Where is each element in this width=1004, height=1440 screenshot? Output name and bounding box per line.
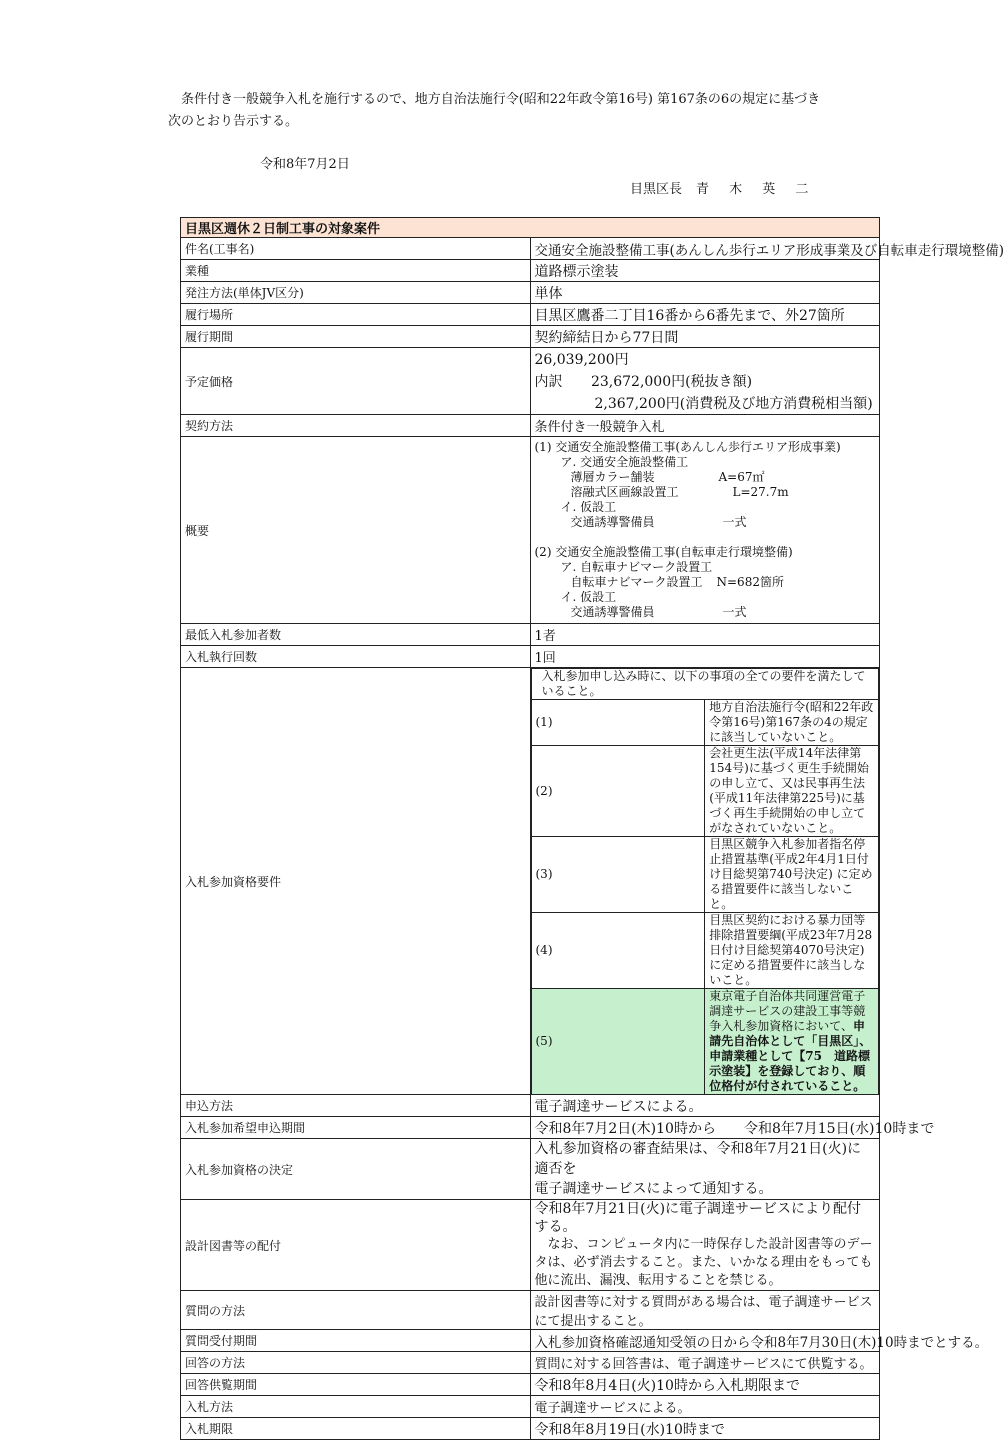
table-row: [181, 415, 880, 437]
row-value: 令和8年7月2日(木)10時から 令和8年7月15日(水)10時まで: [530, 1117, 880, 1139]
signer-name: 青 木 英 二: [696, 182, 817, 197]
row-label: 履行期間: [181, 326, 531, 348]
intro-line-1: 条件付き一般競争入札を施行するので、地方自治法施行令(昭和22年政令第16号) 第167条の6の規定に基づき: [181, 92, 821, 107]
price-breakdown-label: 内訳: [534, 374, 563, 390]
table-row: [181, 646, 880, 668]
row-label: 入札参加資格の決定: [181, 1139, 531, 1200]
table-row-price: [181, 348, 880, 415]
table-row: [181, 238, 880, 260]
row-value: 目黒区鷹番二丁目16番から6番先まで、外27箇所: [530, 304, 880, 326]
outline-line: 交通誘導警備員: [570, 515, 655, 529]
table-header-row: [181, 218, 880, 238]
table-row: [181, 624, 880, 646]
outline-line: 薄層カラー舗装: [570, 470, 655, 484]
row-label: 入札参加希望申込期間: [181, 1117, 531, 1139]
row-value: 条件付き一般競争入札: [530, 415, 880, 437]
req-text: 地方自治法施行令(昭和22年政令第16号)第167条の4の規定に該当していないこと。: [705, 700, 879, 746]
row-value-line: 電子調達サービスによって通知する。: [534, 1181, 773, 1197]
row-value: 契約締結日から77日間: [530, 326, 880, 348]
table-row: [181, 1352, 880, 1374]
notice-date: 令和8年7月2日: [260, 157, 350, 172]
row-label: 回答の方法: [181, 1352, 531, 1374]
row-value-line: 入札参加資格の審査結果は、令和8年7月21日(火)に適否を: [534, 1141, 862, 1177]
outline-qty: N=682箇所: [716, 575, 784, 589]
req-text: [705, 989, 879, 1095]
row-value: 設計図書等に対する質問がある場合は、電子調達サービスにて提出すること。: [530, 1291, 880, 1330]
row-value: 令和8年8月19日(水)10時まで: [530, 1418, 880, 1440]
row-label: 発注方法(単体JV区分): [181, 282, 531, 304]
row-label: 最低入札参加者数: [181, 624, 531, 646]
row-label: 件名(工事名): [181, 238, 531, 260]
row-value: 1回: [530, 646, 880, 668]
table-row: [181, 1200, 880, 1291]
row-label: 設計図書等の配付: [181, 1200, 531, 1291]
req-text-a: 東京電子自治体共同運営電子調達サービスの建設工事等競争入札参加資格において、: [709, 989, 866, 1033]
outline-qty: A=67㎡: [718, 470, 765, 484]
row-label: 概要: [181, 437, 531, 624]
row-label: 入札執行回数: [181, 646, 531, 668]
row-label: 申込方法: [181, 1095, 531, 1117]
table-row: [181, 260, 880, 282]
signer-title: 目黒区長: [630, 182, 683, 197]
outline-qty: L=27.7m: [732, 485, 789, 499]
row-label: 質問の方法: [181, 1291, 531, 1330]
table-row: [181, 304, 880, 326]
row-value: 単体: [530, 282, 880, 304]
table-row-eligibility: [181, 668, 880, 1095]
outline-line: 自転車ナビマーク設置工: [570, 575, 703, 589]
row-value-line: 令和8年7月21日(火)に電子調達サービスにより配付する。: [534, 1201, 862, 1235]
outline-line: 交通誘導警備員: [570, 605, 655, 619]
outline-line: (1) 交通安全施設整備工事(あんしん歩行エリア形成事業): [534, 440, 841, 454]
row-label: 質問受付期間: [181, 1330, 531, 1352]
intro-line-2: 次のとおり告示する。: [168, 114, 299, 129]
row-value: 交通安全施設整備工事(あんしん歩行エリア形成事業及び自転車走行環境整備): [530, 238, 880, 260]
req-text: 目黒区契約における暴力団等排除措置要綱(平成23年7月28日付け目総契第4070号決定) に定める措置要件に該当しないこと。: [705, 913, 879, 989]
table-row: [181, 1374, 880, 1396]
outline-qty: 一式: [722, 605, 747, 619]
row-value: 道路標示塗装: [530, 260, 880, 282]
req-text: 会社更生法(平成14年法律第154号)に基づく更生手続開始の申し立て、又は民事再生法(平成11年法律第225号)に基づく再生手続開始の申し立てがなされていないこと。: [705, 746, 879, 837]
table-row: [181, 1095, 880, 1117]
table-row: [181, 1291, 880, 1330]
price-tax: 2,367,200円(消費税及び地方消費税相当額): [594, 396, 873, 412]
table-row: [181, 1418, 880, 1440]
price-subtable: [531, 348, 880, 414]
req-num: (2): [531, 746, 705, 837]
price-total: 26,039,200円: [534, 352, 629, 368]
outline-line: イ. 仮設工: [560, 590, 617, 604]
row-label: 入札方法: [181, 1396, 531, 1418]
req-num: (3): [531, 837, 705, 913]
row-value: 入札参加資格確認通知受領の日から令和8年7月30日(木)10時までとする。: [530, 1330, 880, 1352]
intro-paragraph: [168, 89, 868, 133]
outline-qty: 一式: [722, 515, 747, 529]
table-row: [181, 1117, 880, 1139]
table-row: [181, 282, 880, 304]
outline-line: 溶融式区画線設置工: [570, 485, 679, 499]
outline-line: ア. 自転車ナビマーク設置工: [560, 560, 713, 574]
tender-table: [180, 217, 1004, 1440]
outline-content: [530, 437, 880, 624]
table-header: 目黒区週休２日制工事の対象案件: [181, 218, 880, 238]
eligibility-intro: 入札参加申し込み時に、以下の事項の全ての要件を満たしていること。: [531, 669, 879, 700]
req-num: (4): [531, 913, 705, 989]
row-label: 契約方法: [181, 415, 531, 437]
row-label: 入札参加資格要件: [181, 668, 531, 1095]
req-num: (1): [531, 700, 705, 746]
row-value: 令和8年8月4日(火)10時から入札期限まで: [530, 1374, 880, 1396]
signer: [630, 178, 816, 197]
row-value-line: なお、コンピュータ内に一時保存した設計図書等のデータは、必ず消去すること。また、いかなる理由をもっても他に流出、漏洩、転用することを禁じる。: [534, 1237, 873, 1288]
table-row: [181, 1396, 880, 1418]
outline-line: (2) 交通安全施設整備工事(自転車走行環境整備): [534, 545, 793, 559]
req-num: (5): [531, 989, 705, 1095]
price-net: 23,672,000円(税抜き額): [590, 374, 753, 390]
table-row: [181, 326, 880, 348]
table-row-outline: [181, 437, 880, 624]
table-row: [181, 1330, 880, 1352]
row-label: 予定価格: [181, 348, 531, 415]
eligibility-subtable: [531, 668, 880, 1094]
req-text-b: 申請先自治体として「目黒区」、申請業種として【75 道路標示塗装】を登録しており、順位格付が付されていること。: [709, 1019, 872, 1093]
req-text: 目黒区競争入札参加者指名停止措置基準(平成2年4月1日付け目総契第740号決定) に定める措置要件に該当しないこと。: [705, 837, 879, 913]
row-label: 業種: [181, 260, 531, 282]
table-row: [181, 1139, 880, 1200]
row-value: 電子調達サービスによる。: [530, 1396, 880, 1418]
outline-line: イ. 仮設工: [560, 500, 617, 514]
row-value: 電子調達サービスによる。: [530, 1095, 880, 1117]
row-label: 履行場所: [181, 304, 531, 326]
row-label: 回答供覧期間: [181, 1374, 531, 1396]
row-label: 入札期限: [181, 1418, 531, 1440]
outline-line: ア. 交通安全施設整備工: [560, 455, 689, 469]
row-value: 1者: [530, 624, 880, 646]
row-value: 質問に対する回答書は、電子調達サービスにて供覧する。: [530, 1352, 880, 1374]
